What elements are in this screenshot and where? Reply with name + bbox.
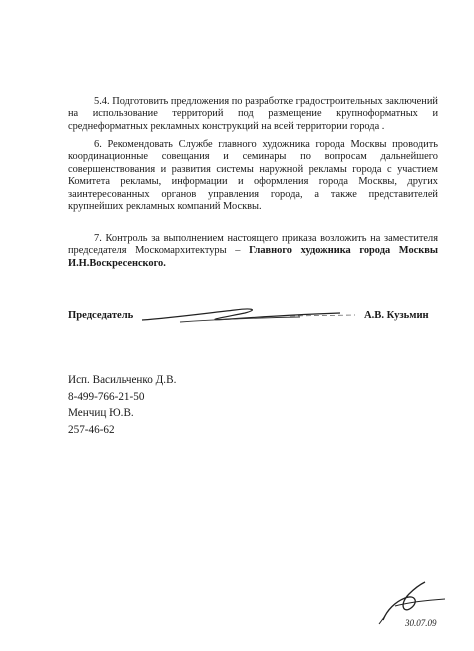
executor-name: Исп. Васильченко Д.В. xyxy=(68,374,177,386)
paragraph-text: Контроль за выполнением настоящего приказа возложить на заместителя председателя Москомархитектуры – xyxy=(68,233,438,257)
paragraph-bold-text: Главного художника города Москвы И.Н.Воскресенского. xyxy=(68,245,438,269)
paragraph-number: 7. xyxy=(94,233,102,244)
signatory-name: А.В. Кузьмин xyxy=(364,310,429,321)
handwritten-date: 30.07.09 xyxy=(405,618,437,628)
paragraph-6 xyxy=(68,139,438,213)
paragraph-number: 6. xyxy=(94,139,102,150)
paragraph-text: Рекомендовать Службе главного художника города Москвы проводить координационные совещания и семинары по вопросам дальнейшего совершенствования и развития системы наружной рекламы города с участием Комитета рекламы, информации и оформления города Москвы, других заинтересованных органов управления города, а также представителей крупнейших рекламных компаний Москвы. xyxy=(68,139,438,213)
paragraph-5-4 xyxy=(68,96,438,133)
paragraph-text: Подготовить предложения по разработке градостроительных заключений на использование территорий под размещение крупноформатных и среднеформатных рекламных конструкций на всей территории города . xyxy=(68,96,438,132)
paragraph-7 xyxy=(68,233,438,270)
executor-phone: 8-499-766-21-50 xyxy=(68,390,145,403)
handwritten-signature xyxy=(140,304,360,328)
signatory-title: Председатель xyxy=(68,310,134,321)
executor-name: Менчиц Ю.В. xyxy=(68,407,134,419)
executor-phone: 257-46-62 xyxy=(68,423,115,436)
handwritten-approval-mark xyxy=(375,580,455,630)
executors-block xyxy=(68,372,176,438)
paragraph-number: 5.4. xyxy=(94,96,110,107)
